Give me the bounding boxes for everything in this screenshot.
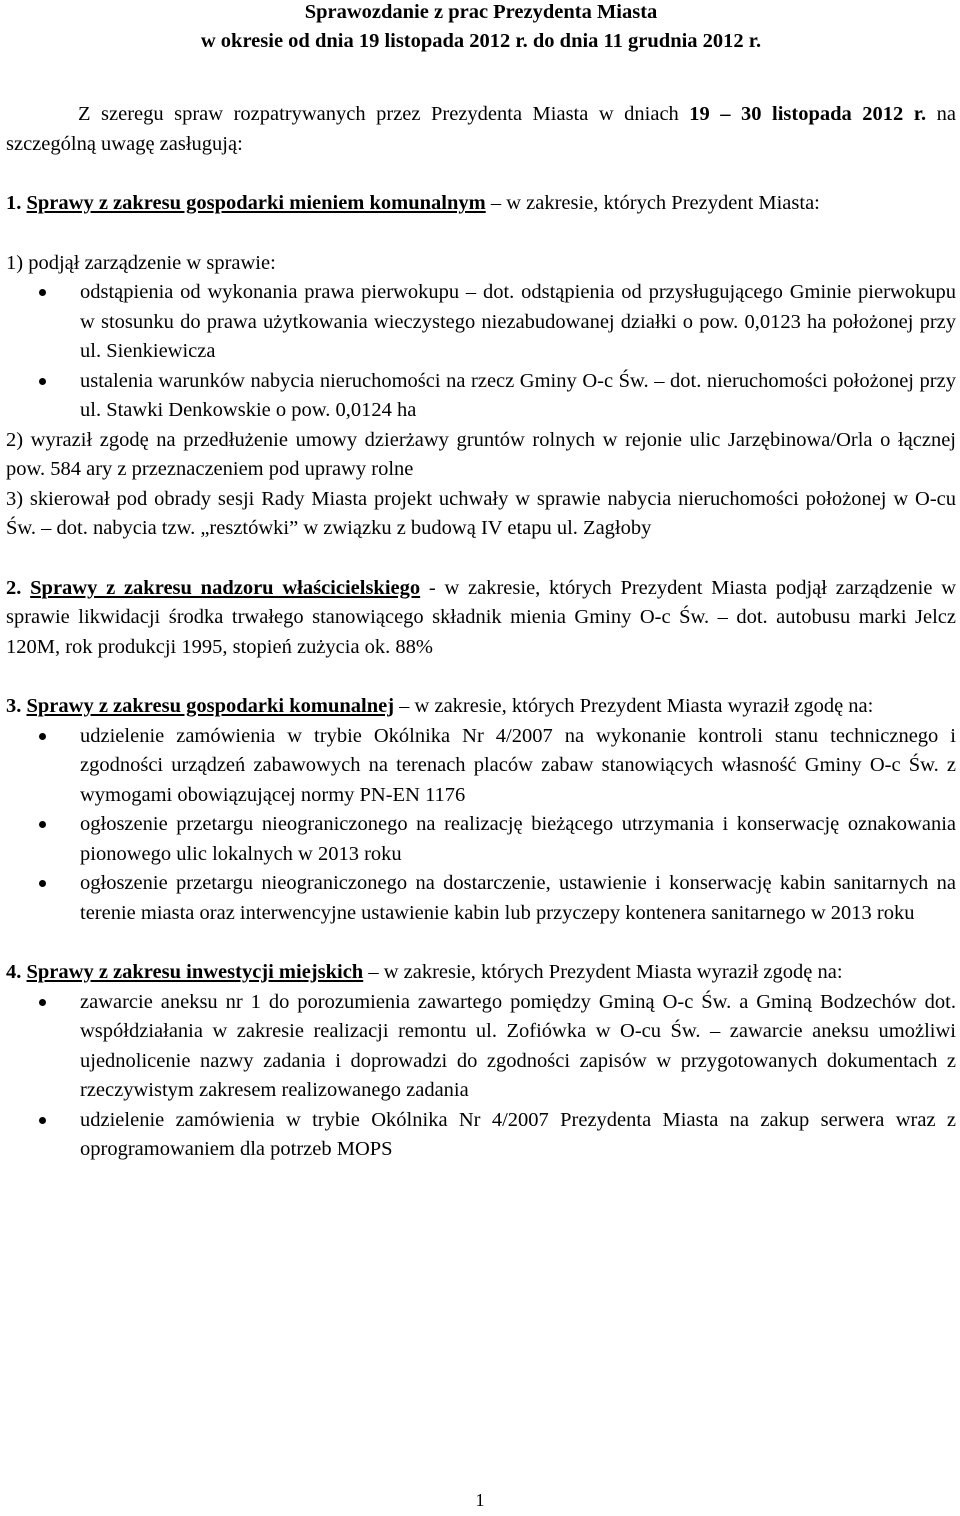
section-3-heading-paragraph: [6, 692, 956, 722]
intro-date-range: 19 – 30 listopada 2012 r.: [689, 103, 927, 125]
list-item: odstąpienia od wykonania prawa pierwokupu – dot. odstąpienia od przysługującego Gminie pierwokupu w stosunku do prawa użytkowania wieczystego niezabudowanej działki o pow. 0,0123 ha położonej przy ul. Sienkiewicza: [6, 278, 956, 367]
section-2-body: - w zakresie, których Prezydent Miasta podjął zarządzenie w sprawie likwidacji środka trwałego stanowiącego składnik mienia Gminy O-c Św. – dot. autobusu marki Jelcz 120M, rok produkcji 1995, stopień zużycia ok. 88%: [6, 576, 957, 658]
section-4-lead: – w zakresie, których Prezydent Miasta wyraził zgodę na:: [363, 961, 843, 983]
section-3: [6, 692, 956, 928]
section-1: [6, 189, 956, 544]
list-item: ogłoszenie przetargu nieograniczonego na realizację bieżącego utrzymania i konserwację oznakowania pionowego ulic lokalnych w 2013 roku: [6, 810, 956, 869]
section-2-heading: Sprawy z zakresu nadzoru właścicielskiego: [30, 576, 421, 599]
intro-text-b: na szczególną uwagę zasługują:: [6, 103, 956, 155]
list-item: ustalenia warunków nabycia nieruchomości na rzecz Gminy O-c Św. – dot. nieruchomości położonej przy ul. Stawki Denkowskie o pow. 0,0124 ha: [6, 367, 956, 426]
page-number: 1: [475, 1490, 485, 1510]
section-4-bullet-list: [6, 988, 956, 1165]
section-1-sub-3: 3) skierował pod obrady sesji Rady Miasta projekt uchwały w sprawie nabycia nieruchomości położonej w O-cu Św. – dot. nabycia tzw. „resztówki” w związku z budową IV etapu ul. Zagłoby: [6, 487, 956, 539]
title-line-1: Sprawozdanie z prac Prezydenta Miasta: [304, 1, 658, 23]
section-4-number: 4.: [6, 961, 22, 983]
section-1-bullet-list: [6, 278, 956, 426]
section-2: [6, 574, 956, 663]
section-1-sub-1: 1) podjął zarządzenie w sprawie:: [6, 251, 276, 274]
section-1-number: 1.: [6, 192, 22, 214]
section-1-sub-2: 2) wyraził zgodę na przedłużenie umowy dzierżawy gruntów rolnych w rejonie ulic Jarzębinowa/Orla o łącznej pow. 584 ary z przeznaczeniem pod uprawy rolne: [6, 428, 956, 480]
section-3-number: 3.: [6, 695, 22, 717]
list-item: ogłoszenie przetargu nieograniczonego na dostarczenie, ustawienie i konserwację kabin sanitarnych na terenie miasta oraz interwencyjne ustawienie kabin lub przyczepy kontenera sanitarnego w 2013 roku: [6, 869, 956, 928]
section-4: [6, 958, 956, 1165]
list-item: udzielenie zamówienia w trybie Okólnika Nr 4/2007 Prezydenta Miasta na zakup serwera wraz z oprogramowaniem dla potrzeb MOPS: [6, 1106, 956, 1165]
section-3-lead: – w zakresie, których Prezydent Miasta wyraził zgodę na:: [394, 695, 874, 717]
section-2-number: 2.: [6, 576, 22, 599]
section-3-heading: Sprawy z zakresu gospodarki komunalnej: [26, 695, 395, 717]
document-page: [6, 0, 956, 1165]
title-line-2: w okresie od dnia 19 listopada 2012 r. do dnia 11 grudnia 2012 r.: [200, 30, 762, 52]
document-title: [6, 0, 956, 56]
intro-text-a: Z szeregu spraw rozpatrywanych przez Prezydenta Miasta w dniach: [78, 103, 690, 125]
intro-paragraph: [6, 100, 956, 159]
section-3-bullet-list: [6, 722, 956, 929]
section-2-paragraph: [6, 574, 956, 663]
section-1-heading-paragraph: [6, 189, 956, 219]
section-4-heading: Sprawy z zakresu inwestycji miejskich: [26, 961, 364, 983]
section-1-lead: – w zakresie, których Prezydent Miasta:: [485, 192, 820, 214]
list-item: zawarcie aneksu nr 1 do porozumienia zawartego pomiędzy Gminą O-c Św. a Gminą Bodzechów dot. współdziałania w zakresie realizacji remontu ul. Zofiówka w O-cu Św. – zawarcie aneksu umożliwi ujednolicenie nazwy zadania i doprowadzi do zgodności zapisów w przygotowanych dokumentach z rzeczywistym zakresem realizowanego zadania: [6, 988, 956, 1106]
section-1-heading: Sprawy z zakresu gospodarki mieniem komunalnym: [26, 192, 486, 214]
list-item: udzielenie zamówienia w trybie Okólnika Nr 4/2007 na wykonanie kontroli stanu technicznego i zgodności urządzeń zabawowych na terenach placów zabaw stanowiących własność Gminy O-c Św. z wymogami obowiązującej normy PN-EN 1176: [6, 722, 956, 811]
section-4-heading-paragraph: [6, 958, 956, 988]
